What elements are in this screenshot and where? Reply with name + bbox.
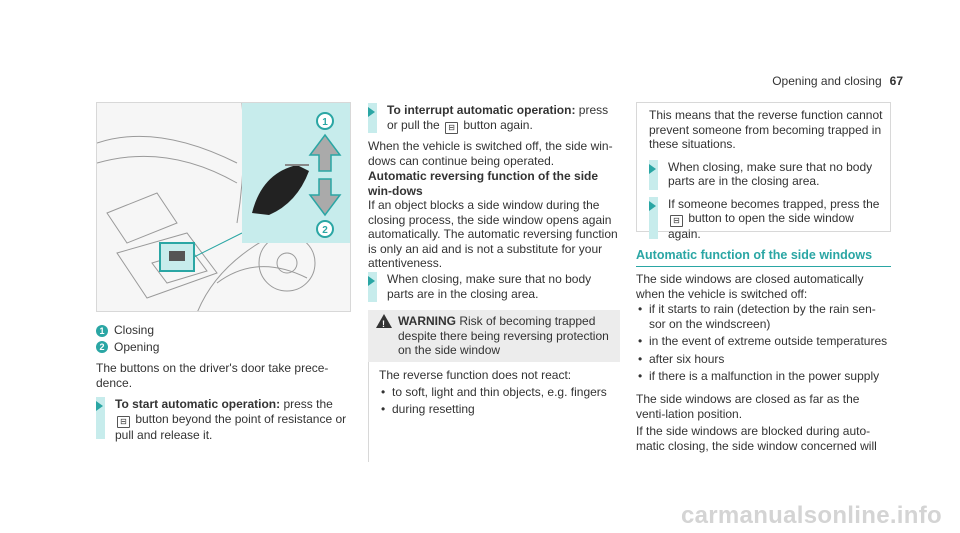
list-item: • after six hours (636, 352, 891, 367)
warning-icon: ! (376, 314, 392, 328)
warning-box (368, 310, 620, 462)
instruction-trapped (649, 197, 887, 242)
auto-close-conditions (636, 302, 891, 384)
window-button-icon: ⊟ (117, 416, 130, 428)
legend-item (96, 323, 351, 338)
instruction-text: When closing, make sure that no body parts are in the closing area. (668, 159, 873, 188)
paragraph: The side windows are closed as far as the venti-lation position. (636, 392, 860, 421)
paragraph: The side windows are closed automatically when the vehicle is switched off: (636, 272, 864, 301)
callout-badge: 2 (96, 341, 108, 353)
instruction-interrupt (368, 103, 620, 134)
subheading-reversing: Automatic reversing function of the side win-dows (368, 169, 599, 198)
instruction-arrow-icon (368, 103, 377, 133)
list-item: • to soft, light and thin objects, e.g. fingers (379, 385, 620, 400)
instruction-text: button to open the side window again. (668, 211, 854, 241)
warning-header (368, 310, 620, 362)
instruction-heading: To interrupt automatic operation: (387, 103, 576, 117)
instruction-heading: To start automatic operation: (115, 397, 281, 411)
warning-text: Risk of becoming trapped despite there being reversing protection on the side window (398, 314, 609, 357)
instruction-text: When closing, make sure that no body parts are in the closing area. (387, 272, 592, 301)
warning-label: WARNING (398, 314, 456, 328)
list-item: • in the event of extreme outside temperatures (636, 334, 891, 349)
watermark: carmanualsonline.info (680, 501, 942, 529)
list-item: • if there is a malfunction in the power supply (636, 369, 891, 384)
warning-body-text: The reverse function does not react: (379, 367, 572, 382)
instruction-text: button beyond the point of resistance or pull and release it. (115, 411, 347, 442)
list-item: • if it starts to rain (detection by the rain sen-sor on the windscreen) (636, 302, 891, 331)
callout-2-label: 2 (322, 225, 328, 236)
callout-badge: 1 (96, 325, 108, 337)
section-title: Automatic function of the side windows (636, 248, 891, 267)
door-panel-drawing (97, 103, 351, 312)
instruction-text: If someone becomes trapped, press the (668, 196, 880, 211)
window-button-icon: ⊟ (670, 215, 683, 227)
instruction-arrow-icon (649, 160, 658, 190)
instruction-text: press the (280, 397, 333, 411)
legend-label: Opening (114, 339, 160, 354)
instruction-arrow-icon (96, 397, 105, 439)
page-header (772, 74, 903, 89)
instruction-body-parts (649, 160, 887, 189)
instruction-body-parts (368, 272, 620, 301)
page-number: 67 (889, 74, 903, 88)
instruction-text: button again. (460, 117, 533, 132)
instruction-start-auto (96, 397, 351, 442)
warning-list (379, 385, 620, 416)
instruction-arrow-icon (649, 197, 658, 239)
legend (96, 323, 351, 354)
instruction-text: press or pull the (387, 103, 609, 132)
paragraph: If an object blocks a side window during the closing process, the side window opens again automatically. The automatic reversing function is only an aid and is not a substitute for your attentiveness. (368, 198, 618, 270)
list-item: • during resetting (379, 402, 620, 417)
callout-1-label: 1 (322, 117, 328, 128)
intro-paragraph: The buttons on the driver's door take prece-dence. (96, 361, 329, 390)
warning-body (368, 362, 620, 462)
window-switch-illustration (96, 102, 351, 312)
legend-label: Closing (114, 323, 155, 337)
instruction-arrow-icon (368, 272, 377, 302)
section-name: Opening and closing (772, 74, 882, 88)
continuation-box (636, 102, 891, 241)
paragraph: If the side windows are blocked during auto-matic closing, the side window concerned will (636, 424, 877, 453)
window-button-icon: ⊟ (445, 122, 458, 134)
legend-item (96, 340, 351, 355)
paragraph: When the vehicle is switched off, the side win-dows can continue being operated. (368, 139, 613, 168)
paragraph: This means that the reverse function cannot prevent someone from becoming trapped in these situations. (649, 108, 883, 151)
